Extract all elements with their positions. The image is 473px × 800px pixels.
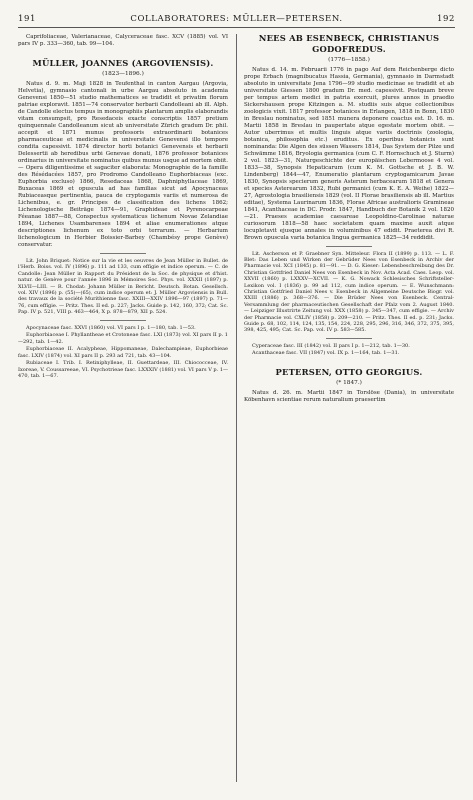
- column-divider: [236, 34, 237, 782]
- running-title: COLLABORATORES: MÜLLER—PETERSEN.: [130, 14, 343, 24]
- section-separator: [100, 320, 146, 321]
- entry-title-petersen: PETERSEN, OTTO GEORGIUS.: [275, 367, 423, 378]
- work-item: Apocynaceae fasc. XXVI (1860) vol. VI pars I p. 1—180, tab. 1—53.: [26, 324, 196, 331]
- work-item: Cyperaceae fasc. III (1842) vol. II pars I p. 1—212, tab. 1—30.: [252, 342, 410, 349]
- entry-title-nees-line2: GODOFREDUS.: [312, 43, 386, 54]
- work-item: Euphorbiaceae II. Acalypheae, Hippomaneae, Dalechampieae, Euphorbieae fasc. LXIV (1874) vol. XI pars II p. 293 ad 721, tab. 43—104.: [18, 346, 228, 359]
- entry-title-nees-line1: NEES AB ESENBECK, CHRISTIANUS: [258, 34, 440, 43]
- literature-nees: Lit. Ascherson et P. Graebner Syn. Mitteleur. Flora II (1899) p. 113. — L. F. Blet: Das Leben und Wirken der Gebrüder Nees von Esenbeck in Archiv der Pharmacie vol. XCI (1845) p. 81—91. — D. G. Kieser: Lebensbeschreibung des Dr. Christian Gottfried Daniel Nees von Esenbeck in Nov. Acta Acad. Caes. Leop. vol. XXVII (1860) p. LXXXV—XCVII. — K. G. Nowack Schlesisches Schriftsteller-Lexikon vol. I (1836) p. 99 ad 112, cum indice operum. — E. Wunschmann: Christian Gottfried Daniel Nees v. Esenbeck in Allgemeine Deutsche Biogr. vol. XXIII (1886) p. 368—376. — Die Brüder Nees von Esenbeck. Central-Versammlung der pharmaceutischen Gesellschaft der Pfalz vom 2. August 1840. — Leipziger Illustrirte Zeitung vol. XXX (1858) p. 345—347, cum effigie. — Archiv der Pharmacie vol. CXLIV (1858) p. 209—210. — Pritz. Thes. II ed. p. 231; Jacks. Guide p. 68, 102, 114, 124, 135, 154, 224, 228, 295, 296, 316, 346, 372, 375, 395, 398, 425, 495; Cat. Sc. Pap. vol. IV p. 583—585.: [244, 250, 454, 334]
- entry-dates-nees: (1776—1858.): [328, 56, 370, 63]
- section-separator: [326, 338, 372, 339]
- right-column: [244, 34, 454, 794]
- continued-works-paragraph: Caprifoliaceae, Valerianaceae, Calyceraceae fasc. XCV (1885) vol. VI pars IV p. 333—360, tab. 99—104.: [18, 34, 228, 47]
- entry-body-petersen: Natus d. 26. m. Martii 1847 in Torslöse (Dania), in universitate Köbenhavn scientiae rerum naturalium praesertim: [244, 389, 454, 403]
- left-column: [18, 34, 228, 794]
- header-rule: [18, 27, 455, 28]
- section-separator: [326, 246, 372, 247]
- running-header: [18, 14, 455, 26]
- entry-title-muller: MÜLLER, JOANNES (ARGOVIENSIS).: [32, 58, 214, 69]
- section-separator: [100, 253, 146, 254]
- entry-dates-muller: (1823—1896.): [102, 70, 144, 77]
- work-item: Acanthaceae fasc. VII (1847) vol. IX p. 1—164, tab. 1—31.: [252, 350, 400, 357]
- entry-dates-petersen: (* 1847.): [336, 379, 362, 386]
- work-item: Rubiaceae I. Trib. I. Retiniphylleae, II. Guettardeae, III. Chiococceae, IV. Ixoreae, V. Coussareeae, VI. Psychotrieae fasc. LXXXIV (1881) vol. VI pars V p. 1—470, tab. 1—67.: [18, 360, 228, 380]
- entry-body-muller: Natus d. 9. m. Maji 1828 in Teufenthal in canton Aargau (Argovia, Helvetia), gymnasio cantonali in urbe Aargau absoluto in academia Genevensi 1850—51 studio mathematices se tradidit et privatim florum patriae exploravit. 1851—74 conservator herbarii Candolleani ab ill. Alph. de Candolle electus tempus in monographiis plantarum amplis elaborandis vitam consumpsit, pro Resedaceis exacte conscriptis 1857 pretium quinquennale Candolleanum sicut ab universitate Zürich gradum Dr. phil. accepit et 1871 munus professoris extraordinarii botanices pharmaceuticae et medicinalis in universitate Genevensi illo tempore condita capessivit. 1874 director horti botanici Genevensis et herbarii Delessertii ab heredibus urbi Genevae donati, 1876 professor botanices ordinarius in universitate nominatus quibus munus usque ad mortem obiit. — Opera diligentissime et sagaciter elaborata: Monographie de la famille des Résédacées 1857, pro Prodromo Candolleano Euphorbiaceas (exc. Euphorbia excluso) 1866, Resedaceas 1868, Daphniphyllaceae 1869, Buxaceas 1869 et opuscula ad has familias sicut ad Apocynaceas Rubiaceasque pertinentia, pauca de cryptogamis variis et numerosa de Lichenibus, e. gr. Principes de classification des lichens 1862; Lichenologische Beiträge 1874—91, Graphideae et Pyrenocarpeae Féeanae 1887—88, Conspectus systematicus lichenum Novae Zelandiae 1894, Lichenes Usambarenses 1894 et aliae enumerationes atque descriptiones lichenum ex toto orbi terrarum. — Herbarium lichenologicum in Herbier Boissier-Barbey (Chambésy prope Genève) conservatur.: [18, 80, 228, 248]
- entry-body-nees: Natus d. 14. m. Februarii 1776 in pago Auf dem Reichenberge dicto prope Erbach (magnibucatus Hassia, Germania), gymnasio in Darmstadt absoluto in universitate Jena 1796—99 studio medicinae se tradidit et ab universitate Giessen 1800 gradum Dr. med. capessivit. Postquam breve per tempus artem medici in patria exercuit, plures annos in praedio Sickershausen prope Kitzingen a. M. studiis suis atque collectionibus zoologicis vixit. 1817 professor botanices in Erlangen, 1818 in Bonn, 1830 in Breslau nominatus, sed 1851 munera deponere coactus est. D. 16. m. Martii 1858 in Breslau in paupertate atque egestate mortem obiit. — Autor uberrimus et multis linguis atque variis doctrinis (zoologia, botanica, philosophia etc.) eruditus. Ex operibus botanicis sunt nominanda: Die Algen des süssen Wassers 1814, Das System der Pilze und Schwämme 1816, Bryologia germanica (cum C. F. Hornschuch et J. Sturm) 2 vol. 1823—31, Naturgeschichte der europäischen Lebermoose 4 vol. 1833—38, Synopsis Hepaticarum (cum K. M. Gottsche et J. B. W. Lindenberg) 1844—47, Enumeratio plantarum cryptogamicarum Javae 1830, Synopsis specierum generis Asterum herbacearum 1818 et Genera et species Asterearum 1832, Rubi germanici (cum K. E. A. Weihe) 1822—27, Agrostologia brasiliensis 1829 (vol. II Florae brasiliensis ab ill. Martius editae), Systema Laurinarum 1836, Florae Africae australioris Gramineae 1841, Acanthaceae in DC. Prodr. 1847, Handbuch der Botanik 2 vol. 1820—21. Praeses academiae caesareae Leopoldino-Carolinae naturae curiosorum 1818—58 haec societatem quam maxime auxit atque locupletavit ejusque annales in voluminibus 47 edidit. Praeterea divi R. Brown opuscula varia botanica lingua germanica 1825—34 reddidit.: [244, 66, 454, 241]
- page-number-right: 192: [436, 14, 455, 24]
- literature-muller: Lit. John Briquet: Notice sur la vie et les oeuvres de Jean Müller in Bullet. de l'Herb. Boiss. vol. IV (1896) p. 111 ad 133, cum effigie et indice operum. — C. de Candolle: Jean Müller in Rapport du Président de la Soc. de physique et d'hist. natur. de Genève pour l'année 1896 in Mémoires Soc. Phys. vol. XXXII (1897) p. XLVII—LIII. — R. Chodat: Johann Müller in Bericht. Deutsch. Botan. Gesellsch. vol. XIV (1896) p. (55)—(65), cum indice operum et: J. Müller Argoviensis in Bull. des travaux de la société Murithienne fasc. XXIII—XXIV 1896—97 (1897) p. 71—76, cum effigie. — Pritz. Thes. II ed. p. 227; Jacks. Guide p. 142, 160, 372; Cat. Sc. Pap. IV p. 521, VIII p. 463—464, X p. 878—879, XII p. 524.: [18, 257, 228, 316]
- page-number-left: 191: [18, 14, 37, 24]
- work-item: Euphorbiaceae I. Phyllantheae et Crotoneae fasc. LXI (1873) vol. XI pars II p. 1—292, tab. 1—42.: [18, 332, 228, 345]
